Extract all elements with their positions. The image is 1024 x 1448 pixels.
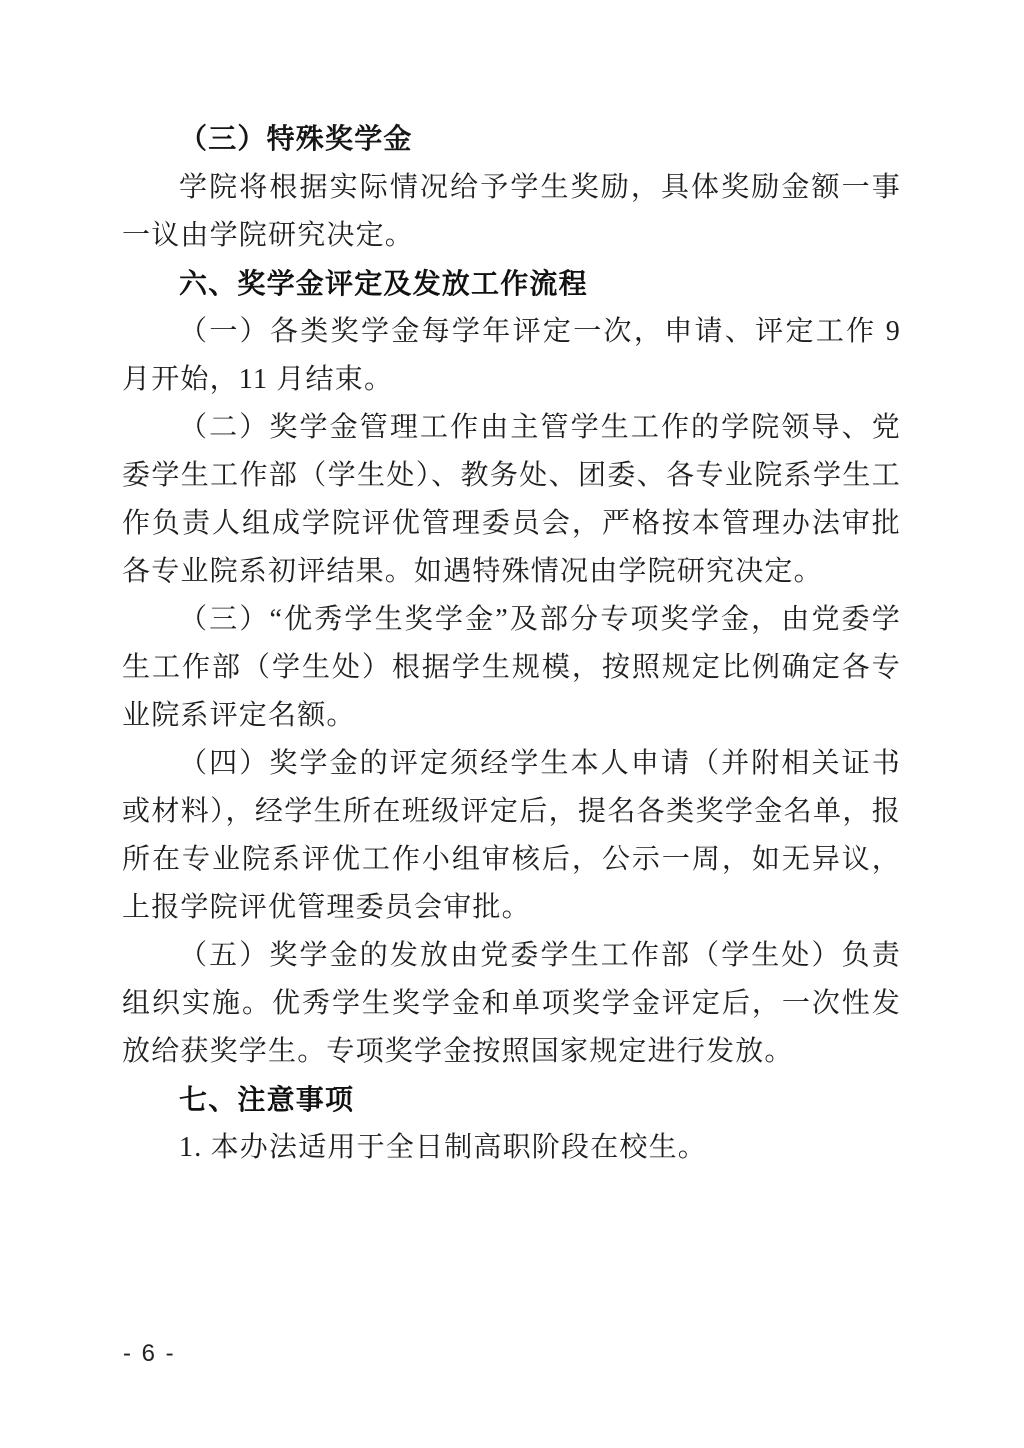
section-heading: （三）特殊奖学金 [179, 124, 413, 155]
paragraph: 1. 本办法适用于全日制高职阶段在校生。 [179, 1132, 708, 1163]
paragraph: （五）奖学金的发放由党委学生工作部（学生处）负责组织实施。优秀学生奖学金和单项奖学金评定后，一次性发放给获奖学生。专项奖学金按照国家规定进行发放。 [122, 940, 901, 1067]
page-number: - 6 - [123, 1340, 176, 1367]
paragraph: （三）“优秀学生奖学金”及部分专项奖学金，由党委学生工作部（学生处）根据学生规模，按照规定比例确定各专业院系评定名额。 [122, 604, 901, 731]
paragraph: （一）各类奖学金每学年评定一次，申请、评定工作 9 月开始，11 月结束。 [122, 316, 901, 395]
document-body [122, 116, 901, 1172]
section-heading: 七、注意事项 [179, 1084, 355, 1115]
section-heading: 六、奖学金评定及发放工作流程 [179, 268, 588, 299]
paragraph: （二）奖学金管理工作由主管学生工作的学院领导、党委学生工作部（学生处）、教务处、团委、各专业院系学生工作负责人组成学院评优管理委员会，严格按本管理办法审批各专业院系初评结果。如遇特殊情况由学院研究决定。 [122, 412, 901, 587]
paragraph: 学院将根据实际情况给予学生奖励，具体奖励金额一事一议由学院研究决定。 [122, 172, 901, 251]
paragraph: （四）奖学金的评定须经学生本人申请（并附相关证书或材料），经学生所在班级评定后，提名各类奖学金名单，报所在专业院系评优工作小组审核后，公示一周，如无异议，上报学院评优管理委员会审批。 [122, 748, 901, 923]
